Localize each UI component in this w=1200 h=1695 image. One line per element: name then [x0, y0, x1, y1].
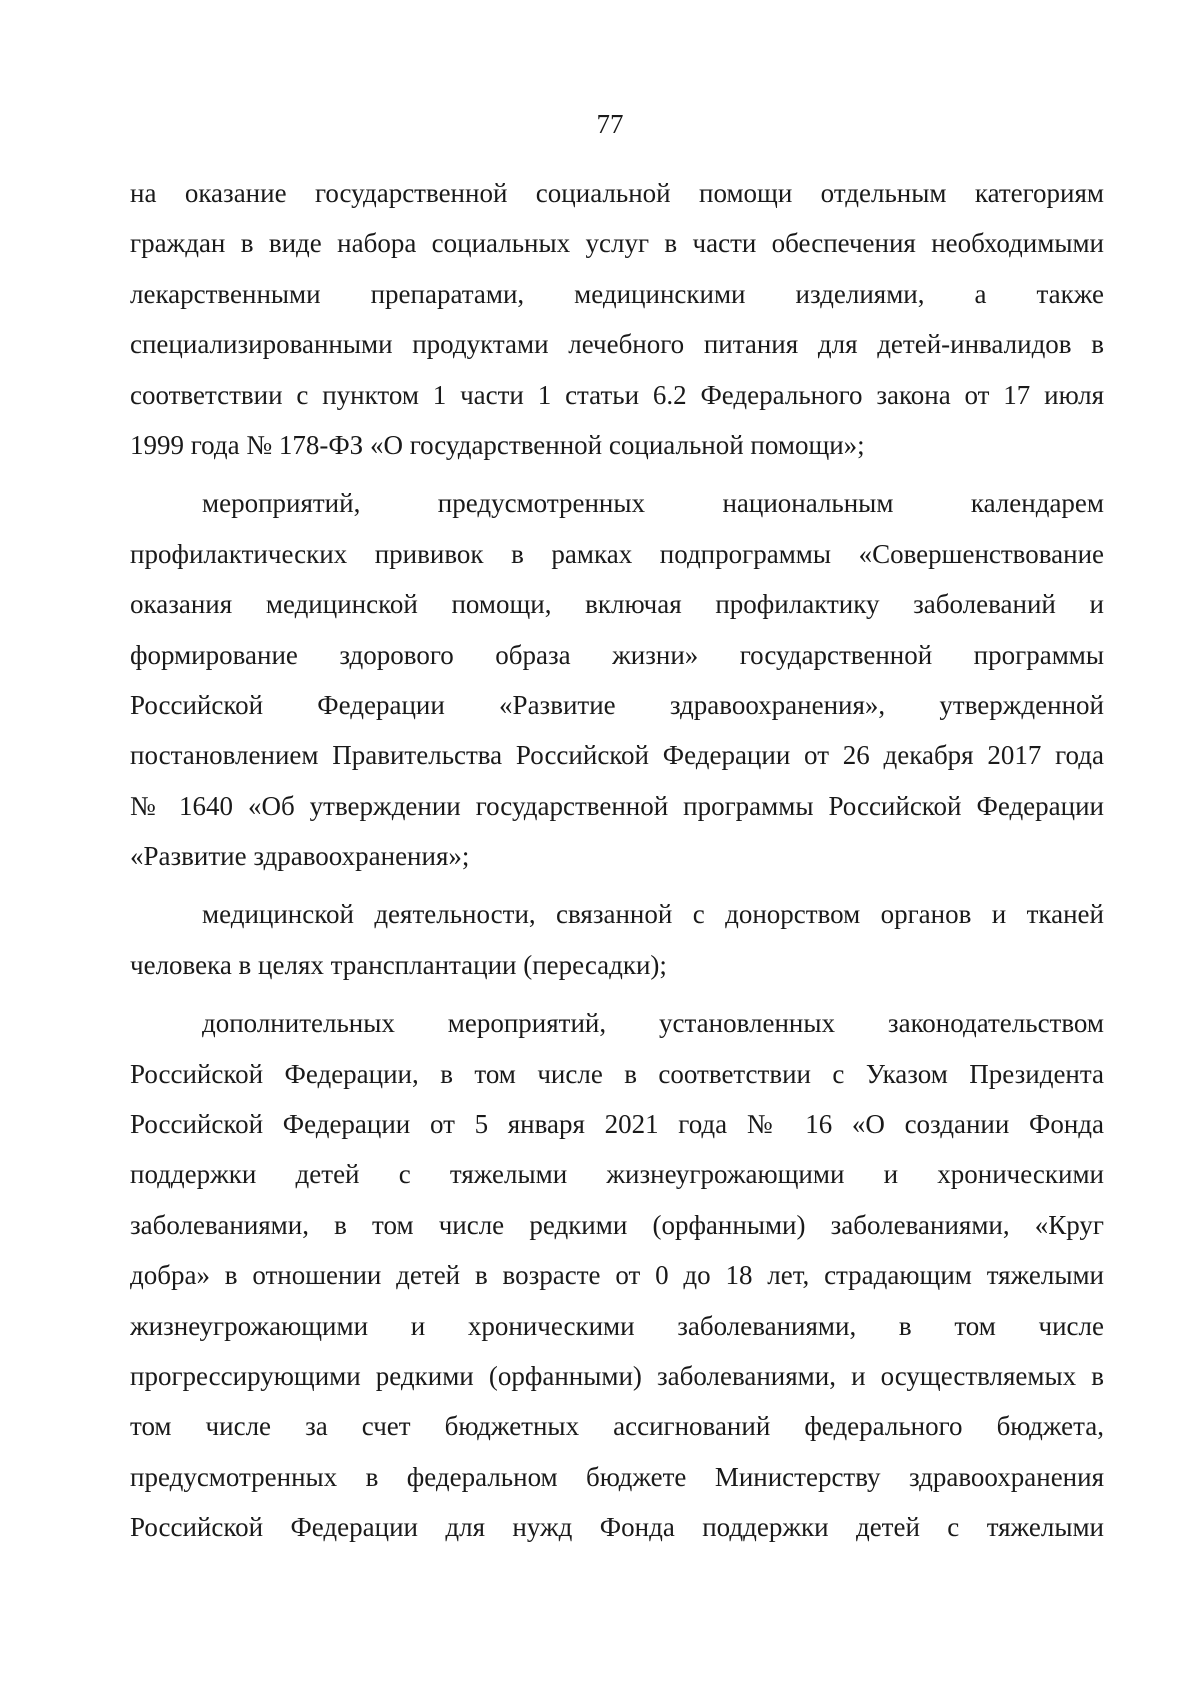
- page-number: 77: [596, 109, 624, 139]
- paragraph-line: оказания медицинской помощи, включая профилактику заболеваний и: [130, 589, 1104, 620]
- paragraph-line: том числе за счет бюджетных ассигнований федерального бюджета,: [130, 1411, 1104, 1442]
- paragraph-line: мероприятий, предусмотренных национальным календарем: [202, 488, 1104, 519]
- paragraph-line: Российской Федерации, в том числе в соответствии с Указом Президента: [130, 1058, 1104, 1089]
- paragraph-line: Российской Федерации от 5 января 2021 года № 16 «О создании Фонда: [130, 1109, 1104, 1140]
- paragraph-line: человека в целях трансплантации (пересадки);: [130, 949, 667, 980]
- paragraph-line: № 1640 «Об утверждении государственной программы Российской Федерации: [130, 790, 1104, 821]
- paragraph-line: заболеваниями, в том числе редкими (орфанными) заболеваниями, «Круг: [130, 1209, 1104, 1240]
- body-text: [130, 168, 1104, 1553]
- paragraph-line: дополнительных мероприятий, установленных законодательством: [202, 1008, 1104, 1039]
- paragraph-line: соответствии с пунктом 1 части 1 статьи 6.2 Федерального закона от 17 июля: [130, 379, 1104, 410]
- paragraph-line: специализированными продуктами лечебного питания для детей-инвалидов в: [130, 329, 1104, 360]
- paragraph-1: [130, 168, 1104, 470]
- paragraph-line: постановлением Правительства Российской Федерации от 26 декабря 2017 года: [130, 740, 1104, 771]
- paragraph-line: граждан в виде набора социальных услуг в части обеспечения необходимыми: [130, 228, 1104, 259]
- paragraph-spacing: [130, 881, 1104, 889]
- paragraph-line: «Развитие здравоохранения»;: [130, 841, 470, 872]
- paragraph-line: медицинской деятельности, связанной с донорством органов и тканей: [202, 899, 1104, 930]
- paragraph-line: жизнеугрожающими и хроническими заболеваниями, в том числе: [130, 1310, 1104, 1341]
- paragraph-line: предусмотренных в федеральном бюджете Министерству здравоохранения: [130, 1461, 1104, 1492]
- paragraph-line: профилактических прививок в рамках подпрограммы «Совершенствование: [130, 538, 1104, 569]
- paragraph-line: поддержки детей с тяжелыми жизнеугрожающими и хроническими: [130, 1159, 1104, 1190]
- paragraph-line: добра» в отношении детей в возрасте от 0 до 18 лет, страдающим тяжелыми: [130, 1260, 1104, 1291]
- paragraph-2: [130, 478, 1104, 881]
- paragraph-line: Российской Федерации «Развитие здравоохранения», утвержденной: [130, 689, 1104, 720]
- paragraph-line: формирование здорового образа жизни» государственной программы: [130, 639, 1104, 670]
- paragraph-line: Российской Федерации для нужд Фонда поддержки детей с тяжелыми: [130, 1512, 1104, 1543]
- paragraph-spacing: [130, 990, 1104, 998]
- paragraph-3: [130, 889, 1104, 990]
- paragraph-line: лекарственными препаратами, медицинскими изделиями, а также: [130, 278, 1104, 309]
- paragraph-line: прогрессирующими редкими (орфанными) заболеваниями, и осуществляемых в: [130, 1360, 1104, 1391]
- paragraph-spacing: [130, 470, 1104, 478]
- paragraph-4: [130, 998, 1104, 1552]
- paragraph-line: на оказание государственной социальной помощи отдельным категориям: [130, 178, 1104, 208]
- paragraph-line: 1999 года № 178-ФЗ «О государственной социальной помощи»;: [130, 429, 865, 460]
